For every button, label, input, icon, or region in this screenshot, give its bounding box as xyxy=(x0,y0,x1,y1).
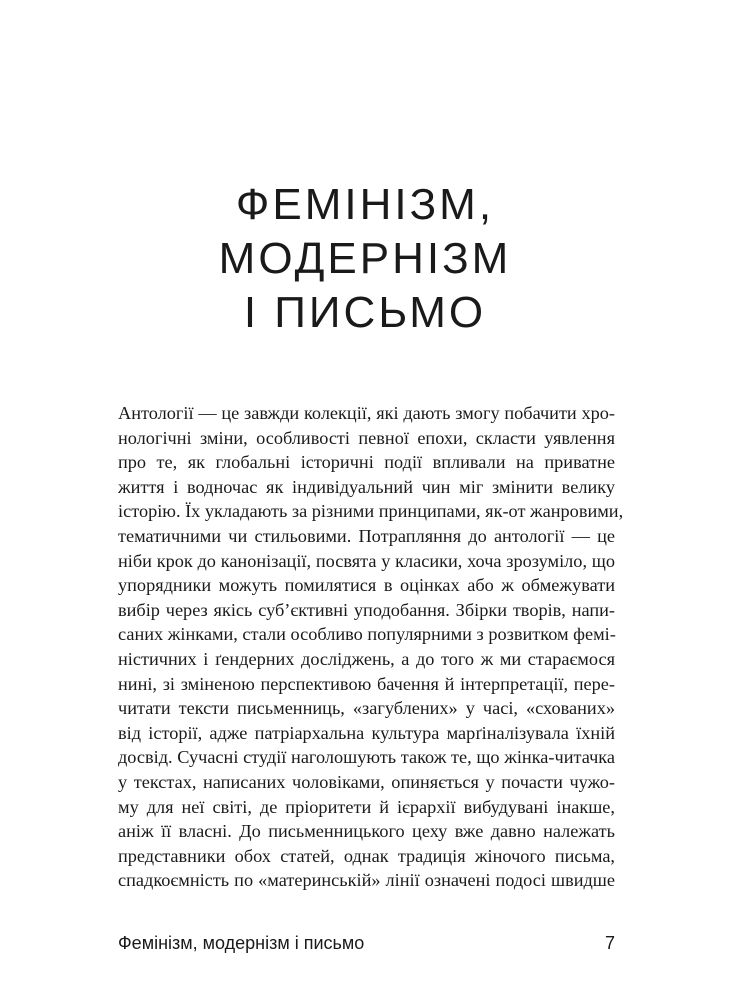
running-title: Фемінізм, модернізм і письмо xyxy=(118,933,365,953)
body-line: історію. Їх укладають за різними принципами, як-от жанровими, xyxy=(118,501,624,522)
body-line: читати тексти письменниць, «загублених» у часі, «схованих» xyxy=(118,698,615,719)
body-line: упорядники можуть помилятися в оцінках або ж обмежувати xyxy=(118,575,615,596)
body-line: аніж її власні. До письменницького цеху вже давно належать xyxy=(118,821,615,842)
body-line: життя і водночас як індивідуальний чин міг змінити велику xyxy=(118,476,615,497)
chapter-title xyxy=(0,178,730,340)
chapter-title-line-2: МОДЕРНІЗМ xyxy=(218,234,512,283)
body-line: від історії, адже патріархальна культура марґіналізувала їхній xyxy=(118,722,615,743)
chapter-title-line-3: І ПИСЬМО xyxy=(243,288,487,337)
body-line: му для неї світі, де пріоритети й ієрархії вибудувані інакше, xyxy=(118,796,615,817)
chapter-title-line-1: ФЕМІНІЗМ, xyxy=(235,180,495,229)
body-line: ністичних і ґендерних досліджень, а до того ж ми стараємося xyxy=(118,648,615,669)
body-paragraph xyxy=(118,401,624,893)
body-line: у текстах, написаних чоловіками, опиняється у почасти чужо- xyxy=(118,771,615,792)
page-footer xyxy=(118,930,615,956)
body-line: нині, зі зміненою перспективою бачення й інтерпретації, пере- xyxy=(118,673,615,694)
body-line: представники обох статей, однак традиція жіночого письма, xyxy=(118,845,615,866)
body-line: вибір через якісь суб’єктивні уподобання. Збірки творів, напи- xyxy=(118,599,615,620)
page-number: 7 xyxy=(604,933,615,953)
body-line: спадкоємність по «материнській» лінії означені подосі швидше xyxy=(118,870,615,891)
body-line: тематичними чи стильовими. Потрапляння до антології — це xyxy=(118,525,615,546)
body-line: саних жінками, стали особливо популярними з розвитком фемі- xyxy=(118,624,616,645)
body-line: досвід. Сучасні студії наголошують також те, що жінка-читачка xyxy=(118,747,615,768)
body-line: ніби крок до канонізації, посвята у класики, хоча зрозуміло, що xyxy=(118,550,615,571)
body-line: Антології — це завжди колекції, які дають змогу побачити хро- xyxy=(118,403,615,423)
body-line: про те, як глобальні історичні події впливали на приватне xyxy=(118,452,615,473)
body-line: нологічні зміни, особливості певної епохи, скласти уявлення xyxy=(118,427,615,448)
